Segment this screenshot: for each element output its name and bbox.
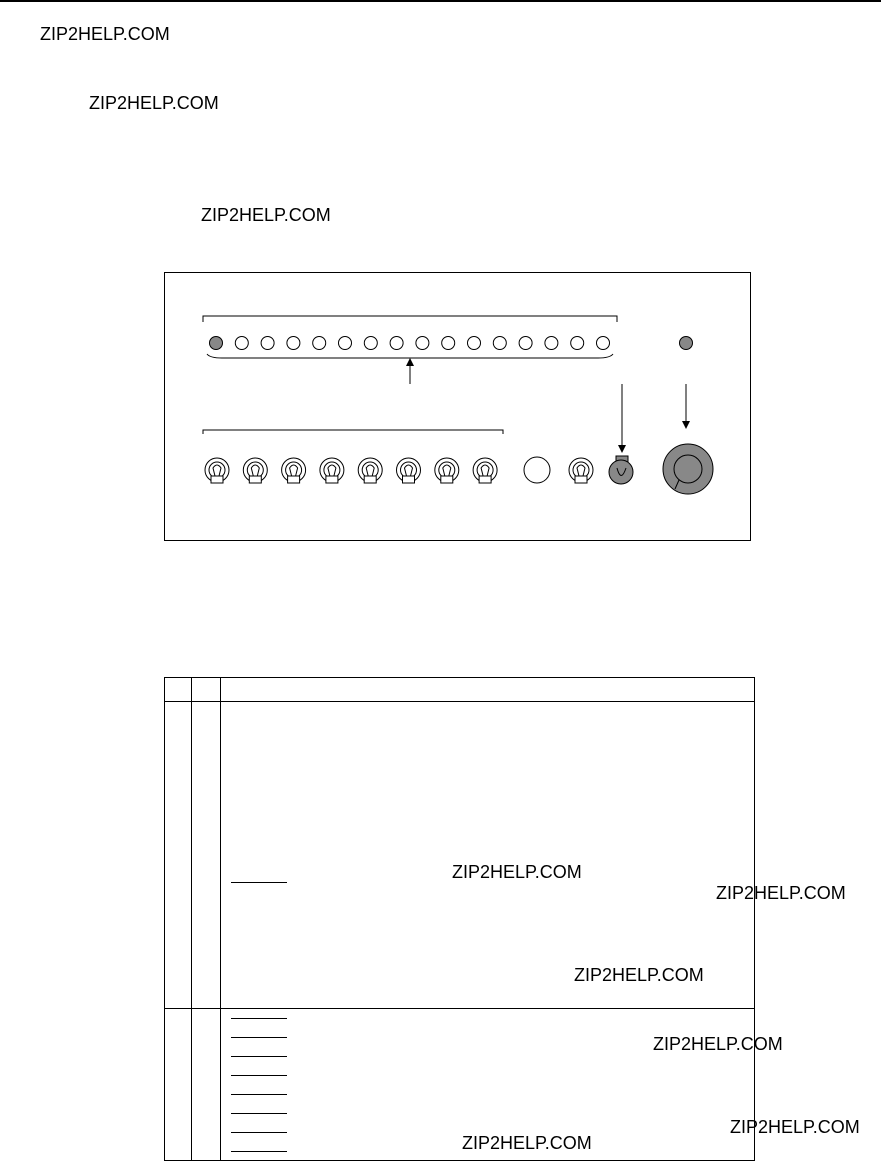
indicator-led (597, 337, 610, 350)
row2-underlines (231, 1019, 287, 1152)
indicator-led (287, 337, 300, 350)
indicator-led (571, 337, 584, 350)
indicator-led (493, 337, 506, 350)
watermark: ZIP2HELP.COM (40, 24, 170, 44)
toggle-switch (205, 458, 229, 483)
indicator-led (468, 337, 481, 350)
watermark: ZIP2HELP.COM (574, 965, 704, 985)
watermark: ZIP2HELP.COM (730, 1117, 860, 1137)
indicator-led (313, 337, 326, 350)
indicator-led (519, 337, 532, 350)
led-under-brace (207, 354, 613, 358)
switch-bracket (203, 430, 503, 434)
toggle-switch (473, 458, 497, 483)
watermark: ZIP2HELP.COM (716, 883, 846, 903)
toggle-row (205, 458, 497, 483)
table-border (165, 678, 755, 1161)
indicator-led (416, 337, 429, 350)
toggle-switch (435, 458, 459, 483)
extra-toggle (569, 458, 593, 483)
push-button (524, 457, 550, 483)
indicator-led (545, 337, 558, 350)
watermark: ZIP2HELP.COM (462, 1133, 592, 1153)
status-led (680, 337, 693, 350)
toggle-switch (569, 458, 593, 483)
indicator-led (364, 337, 377, 350)
toggle-switch (397, 458, 421, 483)
watermark: ZIP2HELP.COM (89, 93, 219, 113)
front-panel-diagram (0, 0, 881, 560)
toggle-switch (243, 458, 267, 483)
watermark: ZIP2HELP.COM (452, 862, 582, 882)
led-row (210, 337, 610, 350)
indicator-led (339, 337, 352, 350)
toggle-switch (320, 458, 344, 483)
toggle-switch (282, 458, 306, 483)
indicator-led (210, 337, 223, 350)
led-bracket (203, 316, 617, 322)
indicator-led (261, 337, 274, 350)
watermark: ZIP2HELP.COM (201, 205, 331, 225)
indicator-led (442, 337, 455, 350)
toggle-switch (358, 458, 382, 483)
key-switch (609, 456, 633, 484)
panel-outline (165, 273, 751, 541)
power-knob (663, 444, 713, 494)
indicator-led (235, 337, 248, 350)
watermark: ZIP2HELP.COM (653, 1034, 783, 1054)
indicator-led (390, 337, 403, 350)
